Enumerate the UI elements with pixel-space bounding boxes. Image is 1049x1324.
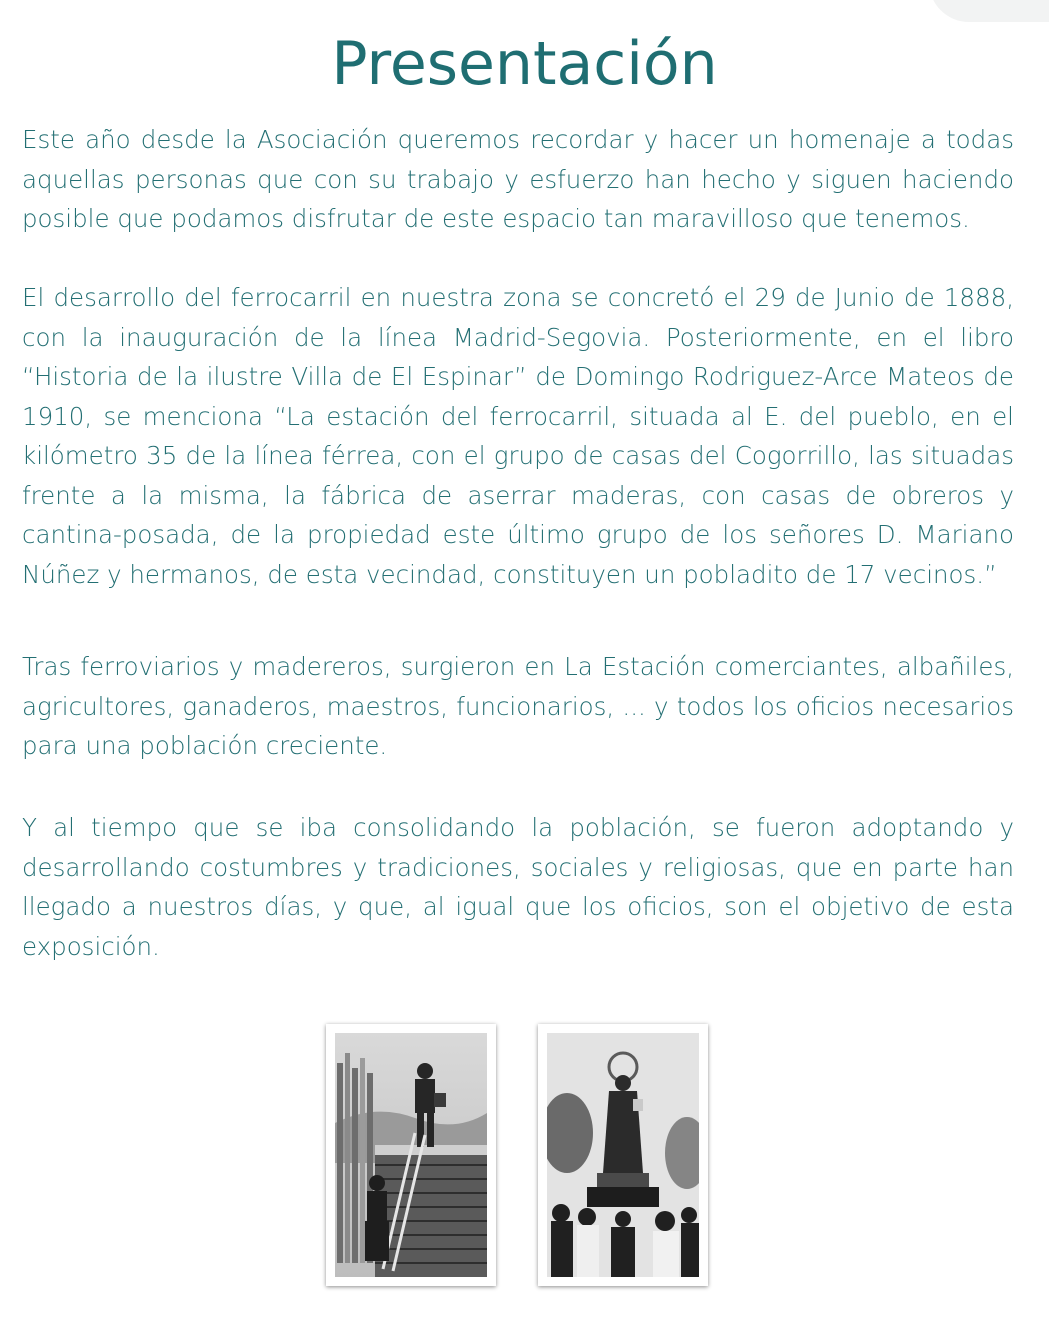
corner-tab: [929, 0, 1049, 22]
procession-photo-image: [547, 1033, 699, 1277]
photo-woodworkers: [326, 1024, 496, 1286]
woodworkers-photo-image: [335, 1033, 487, 1277]
page-title: Presentación: [331, 29, 718, 99]
paragraph-railway-history: El desarrollo del ferrocarril en nuestra zona se concretó el 29 de Junio de 1888, con la inauguración de la línea Madrid-Segovia. Posteriormente, en el libro “Historia de la ilustre Villa de El Espinar” de Domingo Rodriguez-Arce Mateos de 1910, se menciona “La estación del ferrocarril, situada al E. del pueblo, en el kilómetro 35 de la línea férrea, con el grupo de casas del Cogorrillo, las situadas frente a la misma, la fábrica de aserrar maderas, con casas de obreros y cantina-posada, de la propiedad este último grupo de los señores D. Mariano Núñez y hermanos, de esta vecindad, constituyen un pobladito de 17 vecinos.”: [22, 283, 1014, 589]
paragraph-traditions: Y al tiempo que se iba consolidando la población, se fueron adoptando y desarrollando costumbres y tradiciones, sociales y religiosas, que en parte han llegado a nuestros días, y que, al igual que los oficios, son el objetivo de esta exposición.: [22, 813, 1014, 961]
paragraph-trades: Tras ferroviarios y madereros, surgieron en La Estación comerciantes, albañiles, agricultores, ganaderos, maestros, funcionarios, ... y todos los oficios necesarios para una población creciente.: [22, 652, 1014, 760]
photo-procession: [538, 1024, 708, 1286]
paragraph-intro: Este año desde la Asociación queremos recordar y hacer un homenaje a todas aquellas personas que con su trabajo y esfuerzo han hecho y siguen haciendo posible que podamos disfrutar de este espacio tan maravilloso que tenemos.: [22, 125, 1014, 233]
